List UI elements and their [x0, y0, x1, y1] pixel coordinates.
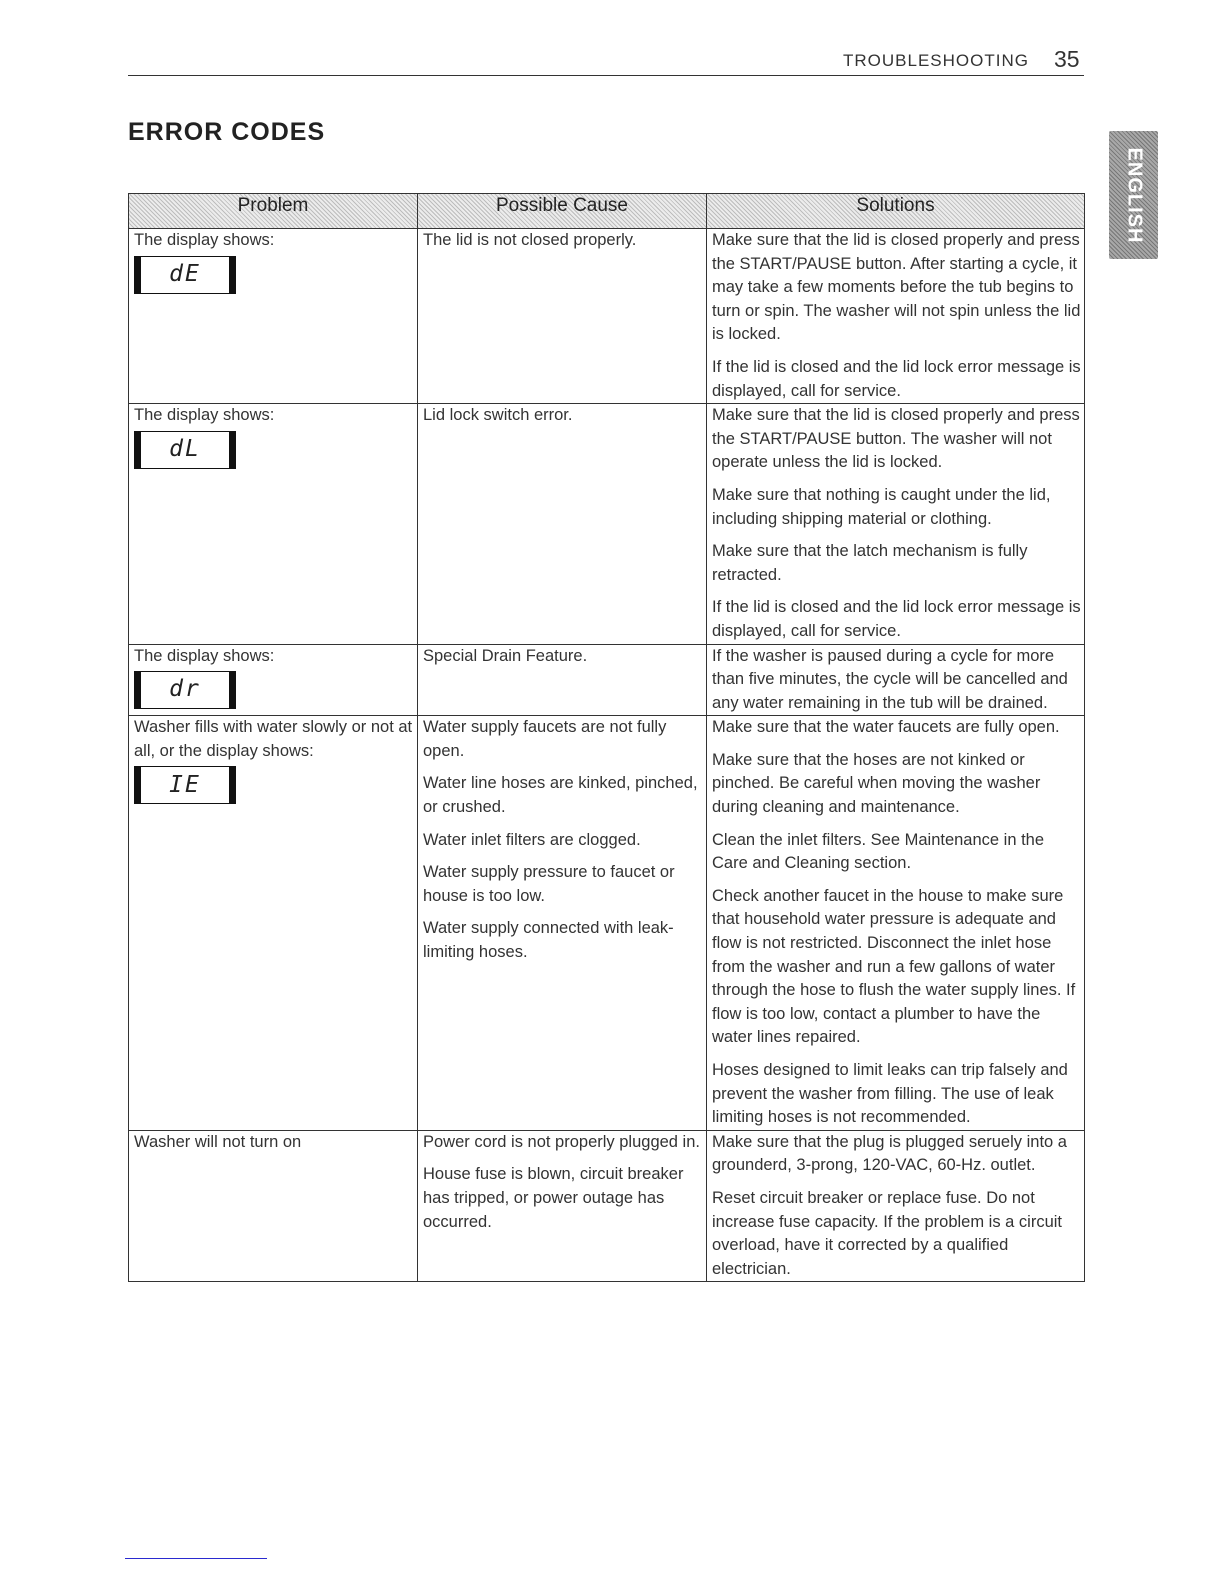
solution-cell	[707, 716, 1085, 1131]
display-code-icon: IE	[134, 766, 236, 804]
solution-text: If the lid is closed and the lid lock error message is displayed, call for service.	[712, 357, 1081, 400]
solution-text: If the lid is closed and the lid lock error message is displayed, call for service.	[712, 598, 1081, 640]
problem-text: The display shows:	[134, 646, 275, 665]
solution-cell	[707, 1130, 1085, 1282]
problem-text: Washer fills with water slowly or not at all, or the display shows:	[134, 718, 413, 760]
table-row	[129, 404, 1085, 644]
cause-text: Water line hoses are kinked, pinched, or crushed.	[423, 774, 698, 817]
header-possible-cause: Possible Cause	[418, 194, 707, 229]
problem-cell	[129, 716, 418, 1131]
solution-text: Make sure that nothing is caught under the lid, including shipping material or clothing.	[712, 485, 1051, 528]
table-row	[129, 1130, 1085, 1282]
problem-cell	[129, 404, 418, 644]
language-tab-label: ENGLISH	[1123, 147, 1145, 243]
display-code-icon: dL	[134, 431, 236, 469]
problem-text: The display shows:	[134, 231, 275, 249]
problem-text: The display shows:	[134, 406, 275, 425]
page-title: ERROR CODES	[128, 118, 326, 146]
solution-text: Hoses designed to limit leaks can trip falsely and prevent the washer from filling. The use of leak limiting hoses is not recommended.	[712, 1061, 1068, 1127]
header-rule	[128, 75, 1084, 76]
solution-text: Make sure that the lid is closed properly and press the START/PAUSE button. After starting a cycle, it may take a few moments before the tub begins to turn or spin. The washer will not spin unless the lid is locked.	[712, 231, 1081, 344]
display-code-icon: dE	[134, 256, 236, 294]
problem-cell	[129, 1130, 418, 1282]
language-tab	[1109, 131, 1158, 259]
cause-text: The lid is not closed properly.	[423, 231, 637, 249]
cause-cell	[418, 644, 707, 716]
running-header-section: TROUBLESHOOTING	[843, 51, 1029, 70]
cause-cell	[418, 716, 707, 1131]
solution-text: Make sure that the hoses are not kinked or pinched. Be careful when moving the washer during cleaning and maintenance.	[712, 750, 1041, 817]
cause-text: Water inlet filters are clogged.	[423, 830, 641, 849]
cause-text: Lid lock switch error.	[423, 406, 573, 425]
display-code-icon: dr	[134, 671, 236, 709]
header-problem: Problem	[129, 194, 418, 229]
solution-text: Make sure that the lid is closed properly and press the START/PAUSE button. The washer will not operate unless the lid is locked.	[712, 406, 1080, 472]
cause-cell	[418, 229, 707, 404]
table-body	[129, 229, 1085, 1282]
table-row	[129, 644, 1085, 716]
header-solutions: Solutions	[707, 194, 1085, 229]
solution-text: Check another faucet in the house to make sure that household water pressure is adequate and flow is not restricted. Disconnect the inlet hose from the washer and run a few gallons of water through the hose to flush the water supply lines. If flow is too low, contact a plumber to have the water lines repaired.	[712, 886, 1076, 1047]
cause-text: Special Drain Feature.	[423, 646, 588, 665]
table-row	[129, 229, 1085, 404]
page-number: 35	[1054, 46, 1080, 72]
cause-text: Water supply pressure to faucet or house is too low.	[423, 863, 675, 905]
problem-text: Washer will not turn on	[134, 1132, 302, 1151]
table-row	[129, 716, 1085, 1131]
solution-text: If the washer is paused during a cycle for more than five minutes, the cycle will be cancelled and any water remaining in the tub will be drained.	[712, 646, 1068, 712]
solution-text: Make sure that the water faucets are fully open.	[712, 718, 1060, 737]
table-header-row	[129, 194, 1085, 229]
solution-text: Reset circuit breaker or replace fuse. Do not increase fuse capacity. If the problem is a circuit overload, have it corrected by a qualified electrician.	[712, 1188, 1063, 1278]
solution-cell	[707, 404, 1085, 644]
cause-cell	[418, 404, 707, 644]
cause-text: Water supply connected with leak-limiting hoses.	[423, 919, 674, 962]
cause-text: Water supply faucets are not fully open.	[423, 718, 667, 760]
cause-text: Power cord is not properly plugged in.	[423, 1132, 700, 1151]
solution-cell	[707, 644, 1085, 716]
cause-text: House fuse is blown, circuit breaker has tripped, or power outage has occurred.	[423, 1165, 684, 1231]
solution-cell	[707, 229, 1085, 404]
problem-cell	[129, 644, 418, 716]
cause-cell	[418, 1130, 707, 1282]
error-codes-table	[128, 193, 1085, 1282]
problem-cell	[129, 229, 418, 404]
solution-text: Make sure that the latch mechanism is fully retracted.	[712, 542, 1028, 584]
solution-text: Make sure that the plug is plugged seruely into a grounderd, 3-prong, 120-VAC, 60-Hz. outlet.	[712, 1132, 1067, 1175]
solution-text: Clean the inlet filters. See Maintenance in the Care and Cleaning section.	[712, 830, 1045, 873]
footer-rule	[125, 1558, 267, 1559]
